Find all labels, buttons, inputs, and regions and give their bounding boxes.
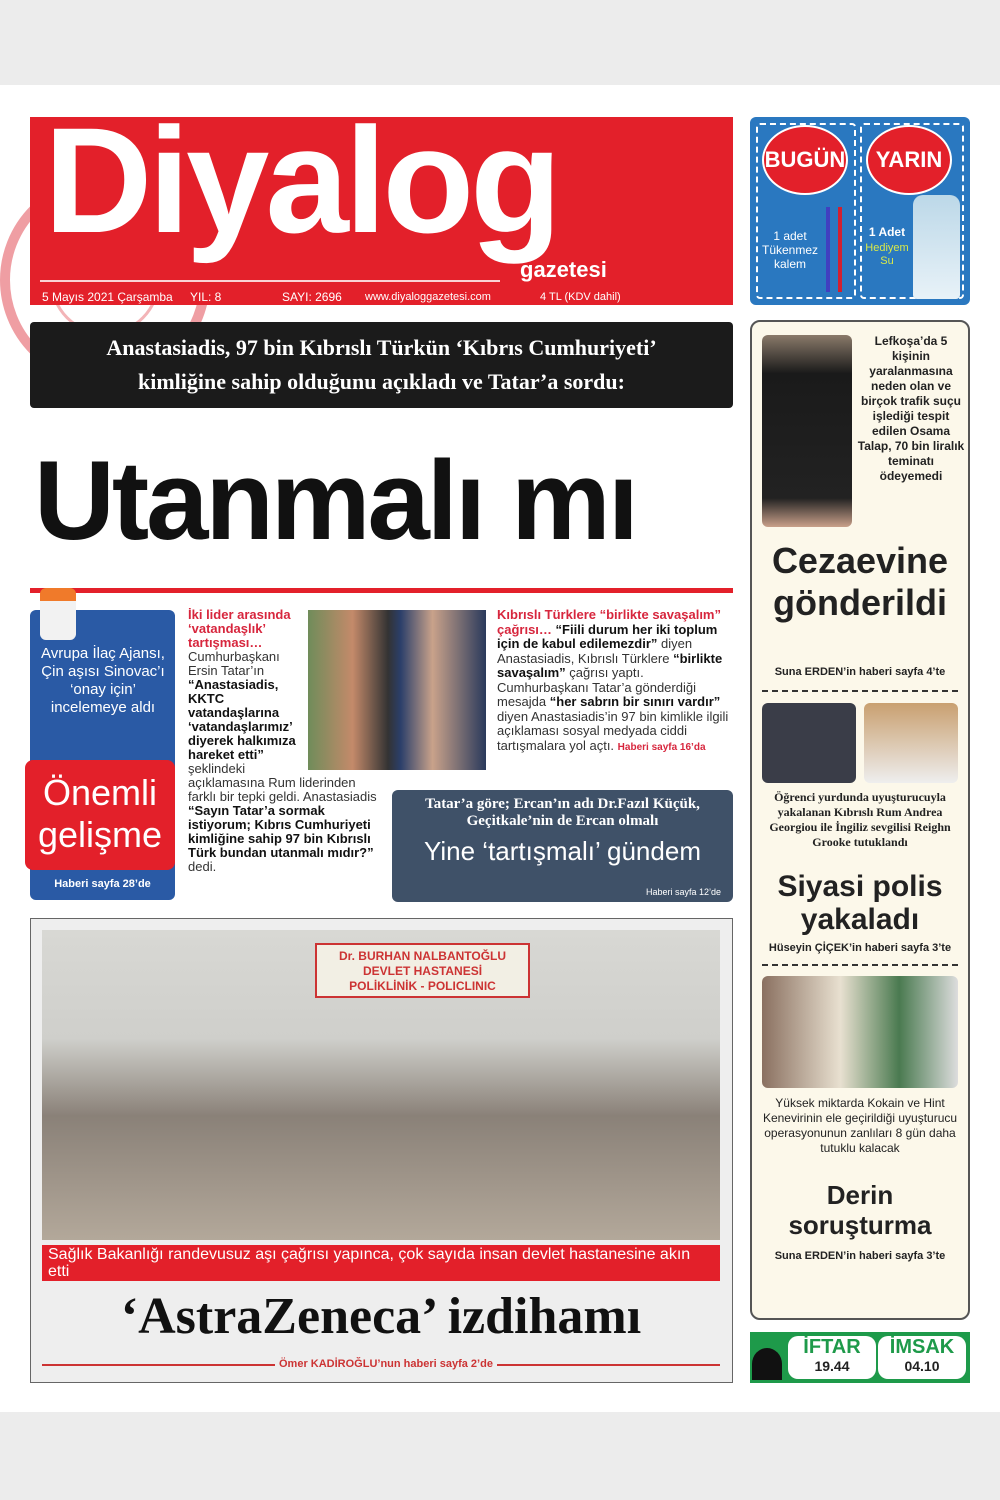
col2-kicker: Kıbrıslı Türklere “birlikte savaşalım” çağrısı… bbox=[497, 607, 721, 637]
ercan-ref: Haberi sayfa 12’de bbox=[645, 887, 721, 897]
side-story-1-text: Lefkoşa’da 5 kişinin yaralanmasına neden olan ve birçok trafik suçu işlediği tespit edilen Osama Talap, 70 bin liralık teminatı ödeyemedi bbox=[857, 334, 965, 483]
sign-line: Dr. BURHAN NALBANTOĞLU bbox=[338, 949, 507, 963]
sign-line: POLİKLİNİK - POLICLINIC bbox=[349, 979, 496, 993]
leaders-photo bbox=[308, 610, 486, 770]
suspect-photo bbox=[762, 703, 856, 783]
side-story-2-ref: Hüseyin ÇİÇEK’in haberi sayfa 3’te bbox=[768, 942, 952, 954]
astrazeneca-headline: ‘AstraZeneca’ izdihamı bbox=[120, 1288, 642, 1345]
col2-text: diyen Anastasiadis, Kıbrıslı Türklere bbox=[497, 636, 693, 666]
side-story-3-headline: Derin soruşturma bbox=[788, 1180, 932, 1240]
tomorrow-badge: YARIN bbox=[866, 125, 952, 195]
sinovac-text: Avrupa İlaç Ajansı, Çin aşısı Sinovac’ı ‘onay için’ incelemeye aldı bbox=[41, 645, 165, 716]
website: www.diyaloggazetesi.com bbox=[365, 291, 491, 303]
divider bbox=[762, 690, 958, 692]
col1-quote: “Anastasiadis, KKTC vatandaşlarına ‘vatandaşlarımız’ diyerek halkımıza hareket etti” bbox=[188, 677, 296, 762]
year: YIL: 8 bbox=[190, 290, 222, 304]
ercan-box bbox=[392, 790, 733, 902]
col2-quote: “Fiili durum her iki toplum için de kabul edilemezdir” bbox=[497, 621, 718, 651]
sinovac-ref: Haberi sayfa 28’de bbox=[54, 878, 151, 890]
article-column-2 bbox=[497, 608, 733, 755]
masthead-rule bbox=[40, 280, 500, 282]
sign-line: DEVLET HASTANESİ bbox=[362, 964, 483, 978]
side-story-3-text: Yüksek miktarda Kokain ve Hint Kenevirinin ele geçirildiği uyuşturucu operasyonunun zanlıları 8 gün daha tutuklu kalacak bbox=[762, 1096, 958, 1155]
side-story-2-text: Öğrenci yurdunda uyuşturucuyla yakalanan Kıbrıslı Rum Andrea Georgiou ile İngiliz sevgilisi Reighn Grooke tutuklandı bbox=[769, 790, 951, 849]
mosque-icon bbox=[752, 1348, 782, 1380]
col2-quote-2: “birlikte savaşalım” bbox=[497, 650, 723, 680]
today-gift: 1 adet Tükenmez kalem bbox=[762, 229, 819, 271]
suspects-photo bbox=[762, 976, 958, 1088]
col1-quote-2: “Sayın Tatar’a sormak istiyorum; Kıbrıs Cumhuriyeti kimliğine sahip 97 bin Kıbrıslı Türk bundan utanmalı mıdır?” bbox=[188, 803, 374, 860]
divider bbox=[30, 588, 733, 593]
logo: Diyalog bbox=[44, 96, 558, 264]
col2-text-2: çağrısı yaptı. Cumhurbaşkanı Tatar’a gönderdiği mesajda bbox=[497, 665, 696, 709]
imsak-time: 04.10 bbox=[904, 1358, 940, 1374]
col2-quote-3: “her sabrın bir sınırı vardır” bbox=[549, 694, 721, 709]
kicker-line-1: Anastasiadis, 97 bin Kıbrıslı Türkün ‘Kıbrıs Cumhuriyeti’ bbox=[106, 335, 657, 360]
iftar-label: İFTAR bbox=[803, 1336, 861, 1358]
col1-kicker: İki lider arasında ‘vatandaşlık’ tartışması… bbox=[188, 607, 291, 650]
col2-ref: Haberi sayfa 16’da bbox=[617, 741, 706, 753]
col1-text-2: şeklindeki açıklamasına Rum liderinden farklı bir tepki geldi. Anastasiadis bbox=[188, 761, 377, 804]
kicker-bar bbox=[30, 322, 733, 408]
side-story-1-ref: Suna ERDEN’in haberi sayfa 4’te bbox=[774, 666, 946, 678]
astrazeneca-ref: Ömer KADİROĞLU’nun haberi sayfa 2’de bbox=[275, 1358, 497, 1371]
divider bbox=[762, 964, 958, 966]
ramadan-times bbox=[750, 1332, 970, 1383]
sinovac-headline: Önemli gelişme bbox=[25, 760, 175, 870]
side-story-1-headline: Cezaevine gönderildi bbox=[771, 540, 949, 623]
pen-icon bbox=[826, 207, 830, 292]
pen-icon bbox=[838, 207, 842, 292]
kicker-line-2: kimliğine sahip olduğunu açıkladı ve Tatar’a sordu: bbox=[138, 369, 625, 394]
suspect-photo bbox=[762, 335, 852, 527]
ercan-kicker: Tatar’a göre; Ercan’ın adı Dr.Fazıl Küçük, Geçitkale’nin de Ercan olmalı bbox=[425, 796, 700, 829]
today-badge: BUGÜN bbox=[762, 125, 848, 195]
hospital-sign bbox=[315, 943, 530, 998]
suspect-photo bbox=[864, 703, 958, 783]
issue: SAYI: 2696 bbox=[282, 290, 342, 304]
vaccine-vial-image bbox=[40, 588, 76, 640]
price: 4 TL (KDV dahil) bbox=[540, 291, 621, 303]
imsak-label: İMSAK bbox=[889, 1336, 955, 1358]
col2-text-3: diyen Anastasiadis’in 97 bin kimlikle ilgili açıklaması sosyal medyada ciddi tartışmalara yol açtı. bbox=[497, 708, 729, 753]
tomorrow-gift: 1 Adet bbox=[868, 225, 906, 239]
col1-text: Cumhurbaşkanı Ersin Tatar’ın bbox=[188, 649, 280, 678]
side-story-3-ref: Suna ERDEN’in haberi sayfa 3’te bbox=[774, 1250, 946, 1262]
iftar-time: 19.44 bbox=[814, 1358, 850, 1374]
ercan-headline: Yine ‘tartışmalı’ gündem bbox=[424, 836, 701, 866]
promo-box bbox=[750, 117, 970, 305]
photo-caption: Sağlık Bakanlığı randevusuz aşı çağrısı yapınca, çok sayıda insan devlet hastanesine akın etti bbox=[42, 1245, 720, 1281]
side-story-2-headline: Siyasi polis yakaladı bbox=[777, 870, 943, 936]
water-bottle-image bbox=[913, 195, 960, 299]
tomorrow-gift-detail: Hediyem Su bbox=[865, 242, 909, 267]
masthead-subtitle: gazetesi bbox=[520, 257, 607, 282]
col1-text-3: dedi. bbox=[188, 859, 217, 874]
date: 5 Mayıs 2021 Çarşamba bbox=[42, 290, 173, 304]
main-headline: Utanmalı mı bbox=[34, 438, 636, 563]
